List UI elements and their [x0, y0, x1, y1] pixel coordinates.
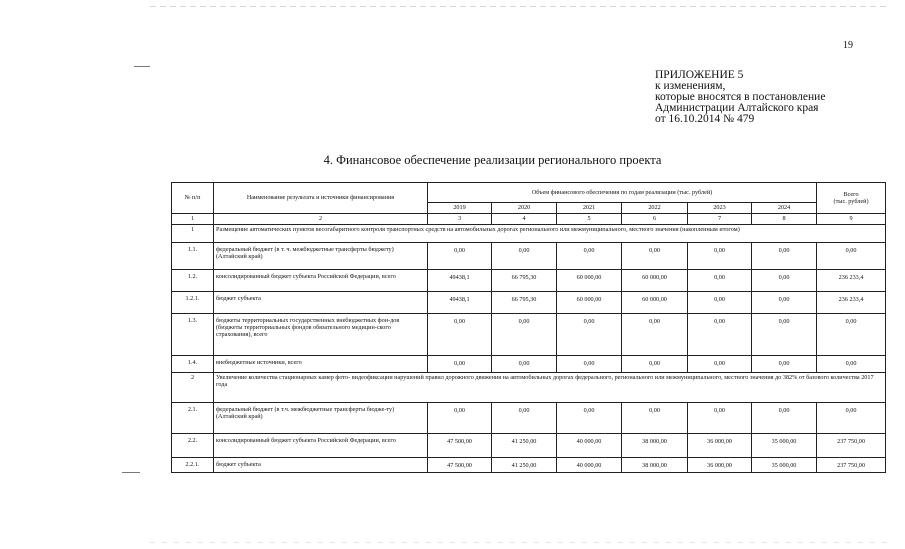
value-cell: 66 795,30 — [492, 270, 557, 292]
header-name: Наименование результата и источники финансирования — [214, 183, 428, 214]
value-cell: 0,00 — [688, 314, 752, 356]
value-cell: 60 000,00 — [557, 292, 622, 314]
header-year: 2020 — [492, 203, 557, 214]
value-cell: 60 000,00 — [557, 270, 622, 292]
value-cell: 49438,1 — [428, 270, 492, 292]
value-cell: 0,00 — [492, 314, 557, 356]
row-num: 1.2.1. — [172, 292, 214, 314]
table-row — [172, 356, 886, 373]
table-row — [172, 314, 886, 356]
index-cell: 3 — [428, 214, 492, 225]
index-cell: 5 — [557, 214, 622, 225]
row-name: федеральный бюджет (в т.ч. межбюджетные трансферты бюдже-ту) (Алтайский край) — [214, 403, 428, 434]
value-cell: 40 000,00 — [557, 458, 622, 473]
row-num: 1.2. — [172, 270, 214, 292]
row-num: 1.3. — [172, 314, 214, 356]
value-cell: 0,00 — [688, 243, 752, 270]
table-row — [172, 458, 886, 473]
value-cell: 0,00 — [752, 243, 817, 270]
margin-mark — [134, 66, 150, 67]
table-row — [172, 434, 886, 458]
value-cell: 0,00 — [622, 243, 688, 270]
appendix-line: от 16.10.2014 № 479 — [655, 113, 755, 125]
row-name: внебюджетные источники, всего — [214, 356, 428, 373]
header-num: № п/п — [172, 183, 214, 214]
row-num: 2.1. — [172, 403, 214, 434]
header-total: Всего (тыс. рублей) — [817, 183, 886, 214]
total-cell: 237 750,00 — [817, 434, 886, 458]
value-cell: 0,00 — [688, 356, 752, 373]
value-cell: 41 250,00 — [492, 434, 557, 458]
value-cell: 60 000,00 — [622, 270, 688, 292]
table-row — [172, 243, 886, 270]
value-cell: 66 795,30 — [492, 292, 557, 314]
index-cell: 4 — [492, 214, 557, 225]
value-cell: 49438,1 — [428, 292, 492, 314]
value-cell: 0,00 — [752, 356, 817, 373]
value-cell: 60 000,00 — [622, 292, 688, 314]
value-cell: 0,00 — [622, 403, 688, 434]
row-num: 1.1. — [172, 243, 214, 270]
header-year: 2023 — [688, 203, 752, 214]
value-cell: 0,00 — [557, 314, 622, 356]
total-cell: 0,00 — [817, 403, 886, 434]
value-cell: 0,00 — [492, 356, 557, 373]
appendix-line: которые вносятся в постановление — [655, 91, 826, 103]
total-cell: 236 233,4 — [817, 292, 886, 314]
row-name: бюджет субъекта — [214, 458, 428, 473]
row-name: консолидированный бюджет субъекта Российской Федерации, всего — [214, 434, 428, 458]
index-cell: 8 — [752, 214, 817, 225]
row-name: консолидированный бюджет субъекта Российской Федерации, всего — [214, 270, 428, 292]
appendix-line: к изменениям, — [655, 80, 726, 92]
header-years-group: Объем финансового обеспечения по годам реализации (тыс. рублей) — [428, 183, 817, 203]
value-cell: 0,00 — [752, 292, 817, 314]
value-cell: 38 000,00 — [622, 458, 688, 473]
value-cell: 38 000,00 — [622, 434, 688, 458]
total-cell: 0,00 — [817, 243, 886, 270]
table-row — [172, 270, 886, 292]
appendix-block — [655, 70, 825, 125]
value-cell: 0,00 — [557, 243, 622, 270]
value-cell: 0,00 — [622, 356, 688, 373]
section-row — [172, 225, 886, 243]
row-num: 2 — [172, 373, 214, 403]
appendix-line: Администрации Алтайского края — [655, 102, 819, 114]
table-row — [172, 403, 886, 434]
value-cell: 0,00 — [428, 314, 492, 356]
value-cell: 0,00 — [492, 243, 557, 270]
value-cell: 35 000,00 — [752, 434, 817, 458]
value-cell: 41 250,00 — [492, 458, 557, 473]
section-row — [172, 373, 886, 403]
value-cell: 0,00 — [752, 270, 817, 292]
value-cell: 0,00 — [428, 356, 492, 373]
header-year: 2019 — [428, 203, 492, 214]
row-num: 1.4. — [172, 356, 214, 373]
table-row — [172, 292, 886, 314]
table-body — [172, 214, 886, 473]
header-year: 2022 — [622, 203, 688, 214]
total-cell: 0,00 — [817, 314, 886, 356]
value-cell: 0,00 — [557, 403, 622, 434]
row-name: федеральный бюджет (в т. ч. межбюджетные трансферты бюджету) (Алтайский край) — [214, 243, 428, 270]
value-cell: 0,00 — [428, 243, 492, 270]
value-cell: 36 000,00 — [688, 434, 752, 458]
index-cell: 6 — [622, 214, 688, 225]
index-cell: 2 — [214, 214, 428, 225]
value-cell: 47 500,00 — [428, 458, 492, 473]
value-cell: 0,00 — [622, 314, 688, 356]
index-cell: 9 — [817, 214, 886, 225]
value-cell: 0,00 — [428, 403, 492, 434]
row-name: бюджет субъекта — [214, 292, 428, 314]
section-text: Увеличение количества стационарных камер фото- видеофиксации нарушений правил дорожного движения на автомобильных дорогах федерального, регионального или межмуниципального, местного значения до 382% от базового количества 2017 года — [214, 373, 886, 403]
page-number: 19 — [843, 40, 853, 51]
row-num: 2.2.1. — [172, 458, 214, 473]
total-cell: 0,00 — [817, 356, 886, 373]
total-cell: 237 750,00 — [817, 458, 886, 473]
row-num: 1 — [172, 225, 214, 243]
value-cell: 0,00 — [492, 403, 557, 434]
value-cell: 0,00 — [688, 403, 752, 434]
scan-bottom-edge — [150, 542, 890, 543]
value-cell: 0,00 — [688, 270, 752, 292]
header-year: 2021 — [557, 203, 622, 214]
header-year: 2024 — [752, 203, 817, 214]
scan-top-edge — [150, 6, 890, 7]
index-cell: 7 — [688, 214, 752, 225]
value-cell: 35 000,00 — [752, 458, 817, 473]
row-num: 2.2. — [172, 434, 214, 458]
total-cell: 236 233,4 — [817, 270, 886, 292]
margin-mark — [122, 472, 140, 473]
value-cell: 47 500,00 — [428, 434, 492, 458]
value-cell: 36 000,00 — [688, 458, 752, 473]
index-cell: 1 — [172, 214, 214, 225]
value-cell: 0,00 — [557, 356, 622, 373]
row-name: бюджеты территориальных государственных внебюджетных фон-дов (бюджеты территориальных фондов обязательного медицин-ского страхования), всего — [214, 314, 428, 356]
appendix-line: ПРИЛОЖЕНИЕ 5 — [655, 69, 744, 81]
section-text: Размещение автоматических пунктов весогабаритного контроля транспортных средств на автомобильных дорогах регионального или межмуниципального, местного значения (накопленным итогом) — [214, 225, 886, 243]
financing-table — [171, 182, 886, 473]
index-row — [172, 214, 886, 225]
value-cell: 0,00 — [752, 403, 817, 434]
value-cell: 0,00 — [688, 292, 752, 314]
value-cell: 40 000,00 — [557, 434, 622, 458]
section-title: 4. Финансовое обеспечение реализации регионального проекта — [323, 153, 662, 167]
value-cell: 0,00 — [752, 314, 817, 356]
